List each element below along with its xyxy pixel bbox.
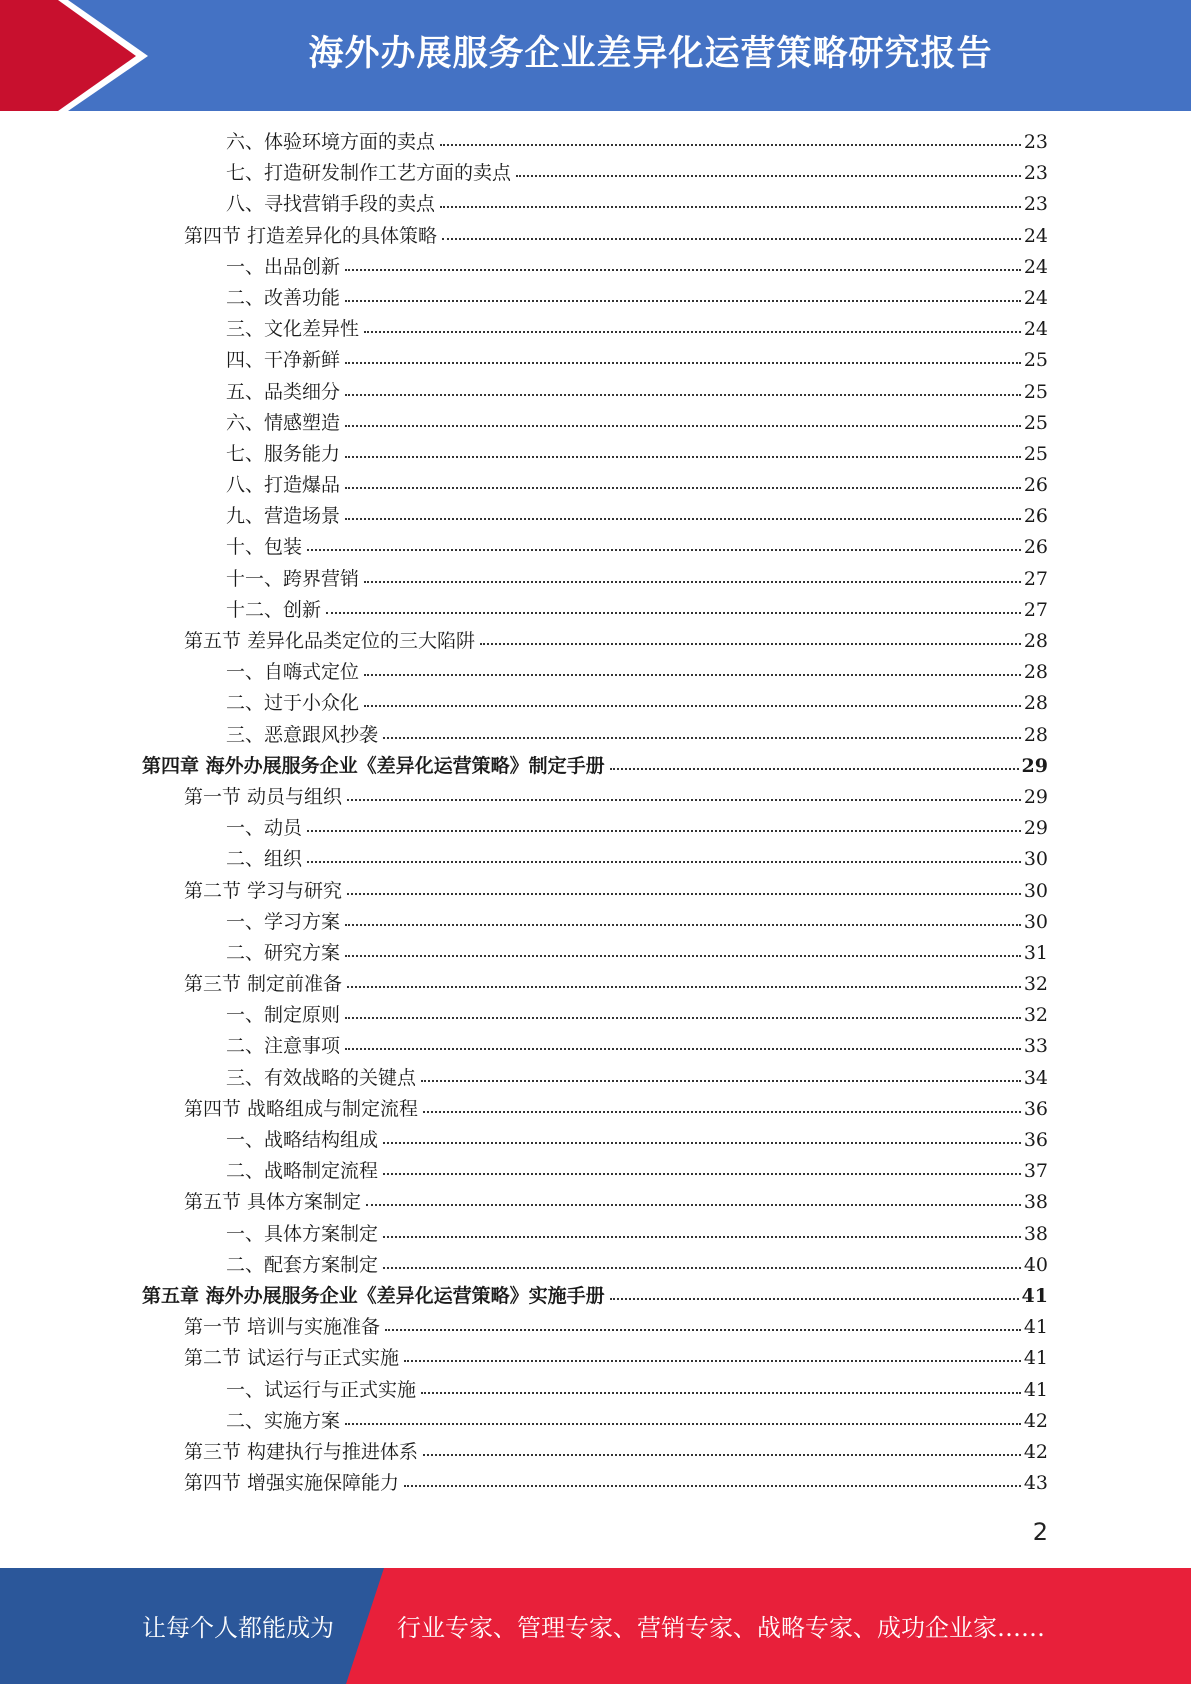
toc-entry-title: 第四章 海外办展服务企业《差异化运营策略》制定手册 xyxy=(142,754,605,777)
toc-entry-page: 26 xyxy=(1023,474,1048,497)
toc-section-entry[interactable] xyxy=(142,1343,1048,1374)
toc-entry-title: 十、包装 xyxy=(226,536,303,559)
toc-entry-title: 第三节 构建执行与推进体系 xyxy=(184,1440,419,1463)
toc-entry-title: 二、战略制定流程 xyxy=(226,1160,379,1183)
toc-entry-title: 二、改善功能 xyxy=(226,286,341,309)
toc-entry-page: 24 xyxy=(1023,224,1048,247)
toc-entry-page: 32 xyxy=(1023,1004,1048,1027)
toc-subsection-entry[interactable] xyxy=(142,283,1048,314)
toc-dot-leader xyxy=(516,174,1021,177)
toc-entry-page: 43 xyxy=(1023,1472,1048,1495)
toc-dot-leader xyxy=(345,1047,1021,1050)
toc-entry-title: 一、动员 xyxy=(226,817,303,840)
toc-section-entry[interactable] xyxy=(142,1094,1048,1125)
toc-subsection-entry[interactable] xyxy=(142,470,1048,501)
toc-entry-title: 第二节 试运行与正式实施 xyxy=(184,1347,400,1370)
toc-subsection-entry[interactable] xyxy=(142,377,1048,408)
toc-subsection-entry[interactable] xyxy=(142,189,1048,220)
toc-subsection-entry[interactable] xyxy=(142,252,1048,283)
toc-entry-page: 28 xyxy=(1023,630,1048,652)
toc-subsection-entry[interactable] xyxy=(142,158,1048,189)
toc-entry-page: 34 xyxy=(1023,1066,1048,1089)
toc-entry-title: 第一节 动员与组织 xyxy=(184,785,343,808)
toc-section-entry[interactable] xyxy=(142,1187,1048,1218)
toc-subsection-entry[interactable] xyxy=(142,844,1048,875)
toc-subsection-entry[interactable] xyxy=(142,564,1048,595)
toc-dot-leader xyxy=(345,923,1021,926)
toc-entry-page: 23 xyxy=(1023,131,1048,153)
toc-entry-title: 二、过于小众化 xyxy=(226,692,360,715)
toc-chapter-entry[interactable] xyxy=(142,1281,1048,1312)
toc-entry-page: 27 xyxy=(1023,567,1048,590)
toc-entry-page: 27 xyxy=(1023,598,1048,621)
toc-entry-page: 38 xyxy=(1023,1222,1048,1245)
toc-dot-leader xyxy=(610,1297,1019,1300)
toc-entry-title: 二、组织 xyxy=(226,848,303,871)
toc-dot-leader xyxy=(345,954,1021,957)
toc-entry-title: 二、实施方案 xyxy=(226,1409,341,1432)
toc-entry-page: 38 xyxy=(1023,1191,1048,1214)
toc-entry-page: 28 xyxy=(1023,692,1048,715)
toc-dot-leader xyxy=(404,1359,1021,1362)
toc-entry-page: 26 xyxy=(1023,536,1048,559)
toc-section-entry[interactable] xyxy=(142,969,1048,1000)
toc-entry-title: 五、品类细分 xyxy=(226,380,341,403)
toc-subsection-entry[interactable] xyxy=(142,938,1048,969)
toc-entry-title: 二、研究方案 xyxy=(226,941,341,964)
toc-dot-leader xyxy=(345,299,1021,302)
toc-subsection-entry[interactable] xyxy=(142,1375,1048,1406)
toc-entry-page: 24 xyxy=(1023,255,1048,278)
toc-dot-leader xyxy=(345,486,1021,489)
toc-dot-leader xyxy=(364,330,1021,333)
toc-entry-page: 25 xyxy=(1023,442,1048,465)
toc-dot-leader xyxy=(326,611,1021,614)
toc-dot-leader xyxy=(307,860,1021,863)
toc-dot-leader xyxy=(383,1172,1021,1175)
toc-subsection-entry[interactable] xyxy=(142,688,1048,719)
toc-entry-page: 36 xyxy=(1023,1097,1048,1120)
toc-entry-page: 23 xyxy=(1023,162,1048,185)
toc-entry-page: 37 xyxy=(1023,1160,1048,1183)
toc-dot-leader xyxy=(385,1328,1021,1331)
toc-entry-page: 23 xyxy=(1023,193,1048,216)
toc-subsection-entry[interactable] xyxy=(142,1031,1048,1062)
toc-entry-title: 一、学习方案 xyxy=(226,910,341,933)
toc-entry-title: 第五章 海外办展服务企业《差异化运营策略》实施手册 xyxy=(142,1284,605,1307)
toc-subsection-entry[interactable] xyxy=(142,1156,1048,1187)
toc-dot-leader xyxy=(347,798,1021,801)
toc-section-entry[interactable] xyxy=(142,1468,1048,1499)
toc-entry-title: 三、恶意跟风抄袭 xyxy=(226,723,379,746)
toc-entry-title: 四、干净新鲜 xyxy=(226,349,341,372)
toc-entry-title: 二、配套方案制定 xyxy=(226,1253,379,1276)
toc-dot-leader xyxy=(423,1110,1021,1113)
toc-dot-leader xyxy=(383,1266,1021,1269)
toc-entry-page: 31 xyxy=(1023,941,1048,964)
toc-entry-title: 第三节 制定前准备 xyxy=(184,973,343,996)
footer-slogan-left: 让每个人都能成为 xyxy=(142,1614,334,1642)
toc-dot-leader xyxy=(440,143,1021,146)
toc-subsection-entry[interactable] xyxy=(142,1250,1048,1281)
toc-dot-leader xyxy=(383,1235,1021,1238)
toc-entry-page: 28 xyxy=(1023,723,1048,746)
toc-chapter-entry[interactable] xyxy=(142,751,1048,782)
toc-subsection-entry[interactable] xyxy=(142,1063,1048,1094)
toc-entry-title: 第四节 增强实施保障能力 xyxy=(184,1472,400,1495)
toc-section-entry[interactable] xyxy=(142,626,1048,657)
toc-entry-title: 第四节 战略组成与制定流程 xyxy=(184,1097,419,1120)
toc-subsection-entry[interactable] xyxy=(142,127,1048,158)
toc-dot-leader xyxy=(347,892,1021,895)
toc-entry-title: 九、营造场景 xyxy=(226,505,341,528)
toc-entry-page: 42 xyxy=(1023,1440,1048,1463)
toc-dot-leader xyxy=(345,393,1021,396)
toc-entry-title: 十一、跨界营销 xyxy=(226,567,360,590)
toc-entry-page: 41 xyxy=(1021,1284,1048,1307)
toc-entry-title: 一、具体方案制定 xyxy=(226,1222,379,1245)
toc-dot-leader xyxy=(364,580,1021,583)
toc-entry-title: 七、服务能力 xyxy=(226,442,341,465)
toc-dot-leader xyxy=(440,205,1021,208)
toc-dot-leader xyxy=(347,985,1021,988)
toc-dot-leader xyxy=(345,361,1021,364)
toc-subsection-entry[interactable] xyxy=(142,1000,1048,1031)
table-of-contents xyxy=(142,127,1048,1499)
toc-subsection-entry[interactable] xyxy=(142,314,1048,345)
toc-entry-page: 29 xyxy=(1023,785,1048,808)
toc-entry-title: 六、情感塑造 xyxy=(226,411,341,434)
toc-section-entry[interactable] xyxy=(142,782,1048,813)
toc-dot-leader xyxy=(383,1141,1021,1144)
toc-dot-leader xyxy=(383,736,1021,739)
toc-entry-title: 一、试运行与正式实施 xyxy=(226,1378,417,1401)
toc-dot-leader xyxy=(345,455,1021,458)
toc-dot-leader xyxy=(442,237,1021,240)
toc-entry-page: 26 xyxy=(1023,505,1048,528)
toc-entry-page: 30 xyxy=(1023,848,1048,871)
toc-entry-page: 24 xyxy=(1023,318,1048,341)
toc-entry-page: 25 xyxy=(1023,349,1048,372)
toc-dot-leader xyxy=(364,673,1021,676)
toc-entry-page: 33 xyxy=(1023,1035,1048,1058)
toc-subsection-entry[interactable] xyxy=(142,720,1048,751)
document-title: 海外办展服务企业差异化运营策略研究报告 xyxy=(308,34,993,74)
toc-subsection-entry[interactable] xyxy=(142,1406,1048,1437)
toc-section-entry[interactable] xyxy=(142,221,1048,252)
toc-entry-page: 29 xyxy=(1023,817,1048,840)
toc-dot-leader xyxy=(421,1079,1021,1082)
toc-subsection-entry[interactable] xyxy=(142,345,1048,376)
toc-subsection-entry[interactable] xyxy=(142,907,1048,938)
toc-entry-page: 29 xyxy=(1021,754,1048,777)
toc-entry-title: 一、制定原则 xyxy=(226,1004,341,1027)
toc-subsection-entry[interactable] xyxy=(142,1125,1048,1156)
footer-banner xyxy=(0,1568,1191,1684)
toc-dot-leader xyxy=(421,1391,1021,1394)
toc-entry-title: 七、打造研发制作工艺方面的卖点 xyxy=(226,162,512,185)
toc-dot-leader xyxy=(404,1484,1021,1487)
toc-subsection-entry[interactable] xyxy=(142,408,1048,439)
toc-entry-page: 42 xyxy=(1023,1409,1048,1432)
toc-section-entry[interactable] xyxy=(142,876,1048,907)
toc-entry-title: 一、出品创新 xyxy=(226,255,341,278)
toc-entry-title: 第二节 学习与研究 xyxy=(184,879,343,902)
toc-entry-page: 24 xyxy=(1023,286,1048,309)
toc-entry-title: 三、有效战略的关键点 xyxy=(226,1066,417,1089)
toc-dot-leader xyxy=(307,548,1021,551)
toc-entry-title: 二、注意事项 xyxy=(226,1035,341,1058)
toc-subsection-entry[interactable] xyxy=(142,501,1048,532)
toc-entry-title: 第四节 打造差异化的具体策略 xyxy=(184,224,438,247)
toc-dot-leader xyxy=(366,1203,1021,1206)
toc-entry-title: 第五节 差异化品类定位的三大陷阱 xyxy=(184,630,476,652)
toc-entry-title: 一、战略结构组成 xyxy=(226,1129,379,1151)
toc-entry-page: 32 xyxy=(1023,973,1048,996)
toc-entry-page: 25 xyxy=(1023,380,1048,403)
toc-dot-leader xyxy=(610,767,1019,770)
toc-entry-title: 八、寻找营销手段的卖点 xyxy=(226,193,436,216)
toc-entry-title: 六、体验环境方面的卖点 xyxy=(226,131,436,153)
toc-entry-title: 三、文化差异性 xyxy=(226,318,360,341)
toc-entry-title: 八、打造爆品 xyxy=(226,474,341,497)
toc-subsection-entry[interactable] xyxy=(142,813,1048,844)
toc-entry-page: 41 xyxy=(1023,1378,1048,1401)
toc-subsection-entry[interactable] xyxy=(142,532,1048,563)
toc-entry-page: 30 xyxy=(1023,879,1048,902)
toc-dot-leader xyxy=(345,1422,1021,1425)
toc-entry-page: 36 xyxy=(1023,1129,1048,1151)
header-banner xyxy=(0,0,1191,111)
toc-section-entry[interactable] xyxy=(142,1312,1048,1343)
toc-entry-title: 十二、创新 xyxy=(226,598,322,621)
toc-entry-title: 第一节 培训与实施准备 xyxy=(184,1316,381,1339)
toc-section-entry[interactable] xyxy=(142,1437,1048,1468)
page-number: 2 xyxy=(1032,1518,1048,1546)
toc-dot-leader xyxy=(307,829,1021,832)
toc-dot-leader xyxy=(423,1453,1021,1456)
toc-entry-page: 40 xyxy=(1023,1253,1048,1276)
toc-dot-leader xyxy=(345,424,1021,427)
toc-subsection-entry[interactable] xyxy=(142,657,1048,688)
toc-dot-leader xyxy=(345,1016,1021,1019)
toc-subsection-entry[interactable] xyxy=(142,439,1048,470)
toc-entry-title: 第五节 具体方案制定 xyxy=(184,1191,362,1214)
toc-dot-leader xyxy=(345,268,1021,271)
toc-dot-leader xyxy=(480,642,1021,645)
toc-dot-leader xyxy=(345,517,1021,520)
toc-entry-page: 41 xyxy=(1023,1316,1048,1339)
toc-entry-page: 30 xyxy=(1023,910,1048,933)
toc-subsection-entry[interactable] xyxy=(142,1219,1048,1250)
toc-subsection-entry[interactable] xyxy=(142,595,1048,626)
toc-entry-page: 41 xyxy=(1023,1347,1048,1370)
toc-entry-page: 28 xyxy=(1023,661,1048,684)
toc-entry-title: 一、自嗨式定位 xyxy=(226,661,360,684)
toc-dot-leader xyxy=(364,704,1021,707)
footer-slogan-right: 行业专家、管理专家、营销专家、战略专家、成功企业家…… xyxy=(397,1614,1045,1642)
toc-entry-page: 25 xyxy=(1023,411,1048,434)
